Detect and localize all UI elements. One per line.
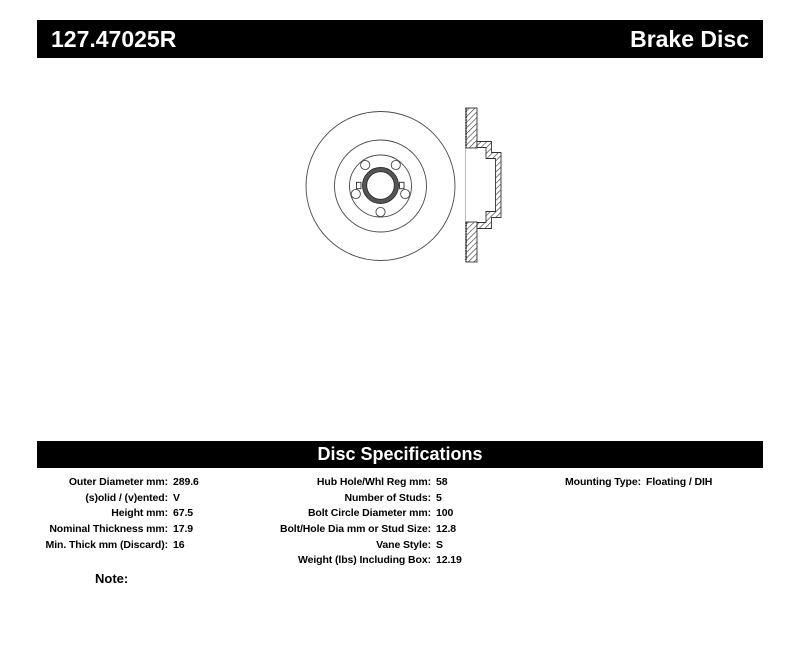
spec-column-right (460, 474, 712, 490)
spec-value: 12.8 (436, 522, 457, 535)
part-number: 127.47025R (51, 25, 177, 52)
spec-section-header (37, 441, 763, 468)
spec-column-middle (250, 474, 462, 568)
spec-label: Nominal Thickness mm: (49, 522, 168, 535)
spec-label: Number of Studs: (344, 491, 431, 504)
spec-label: Bolt/Hole Dia mm or Stud Size: (279, 522, 431, 535)
hub-tab-right (400, 182, 405, 188)
spec-value: Floating / DIH (646, 475, 713, 488)
hub-bore-inner-edge (367, 172, 395, 200)
spec-label: Hub Hole/Whl Reg mm: (316, 475, 431, 488)
stud-hole (391, 160, 400, 169)
spec-label: Weight (lbs) Including Box: (297, 554, 431, 567)
spec-value: 12.19 (436, 554, 462, 567)
spec-row-bolt-hole-dia (250, 521, 462, 537)
note-label: Note: (95, 571, 129, 586)
spec-row-min-thickness (36, 537, 199, 553)
spec-row-outer-diameter (36, 474, 199, 490)
spec-value: 5 (436, 491, 442, 504)
friction-ring-bottom-section (466, 222, 477, 262)
spec-value: S (436, 538, 443, 551)
hub-bore-outer-edge (363, 168, 399, 204)
spec-value: 16 (173, 538, 185, 551)
friction-ring-top-section (466, 108, 477, 148)
spec-label: Vane Style: (376, 538, 431, 551)
spec-row-bolt-circle-diameter (250, 505, 462, 521)
spec-row-hub-hole (250, 474, 462, 490)
spec-row-solid-vented (36, 490, 199, 506)
stud-hole (376, 207, 385, 216)
friction-surface-inner-edge (335, 140, 427, 232)
spec-column-left (36, 474, 199, 552)
spec-row-nominal-thickness (36, 521, 199, 537)
spec-value: V (173, 491, 180, 504)
hub-tab-left (357, 182, 362, 188)
spec-value: 58 (436, 475, 448, 488)
brake-disc-front-view (306, 112, 455, 261)
spec-row-mounting-type (460, 474, 712, 490)
spec-row-vane-style (250, 537, 462, 553)
page-title: Brake Disc (630, 25, 749, 52)
spec-label: Mounting Type: (565, 475, 641, 488)
stud-hole (361, 160, 370, 169)
stud-hole (401, 189, 410, 198)
spec-label: Bolt Circle Diameter mm: (307, 507, 431, 520)
spec-row-weight (250, 552, 462, 568)
spec-value: 100 (436, 507, 454, 520)
spec-value: 67.5 (173, 507, 194, 520)
spec-label: Height mm: (111, 507, 168, 520)
stud-hole (351, 189, 360, 198)
spec-value: 17.9 (173, 522, 194, 535)
hat-profile-section (477, 142, 501, 229)
spec-section-title: Disc Specifications (317, 444, 483, 464)
spec-row-number-of-studs (250, 490, 462, 506)
hub-bore-ring (365, 170, 397, 202)
spec-label: (s)olid / (v)ented: (85, 491, 168, 504)
disc-outer-edge (306, 112, 455, 261)
spec-value: 289.6 (173, 475, 199, 488)
spec-label: Min. Thick mm (Discard): (45, 538, 168, 551)
brake-disc-side-view (465, 108, 501, 262)
spec-label: Outer Diameter mm: (68, 475, 168, 488)
spec-row-height (36, 505, 199, 521)
